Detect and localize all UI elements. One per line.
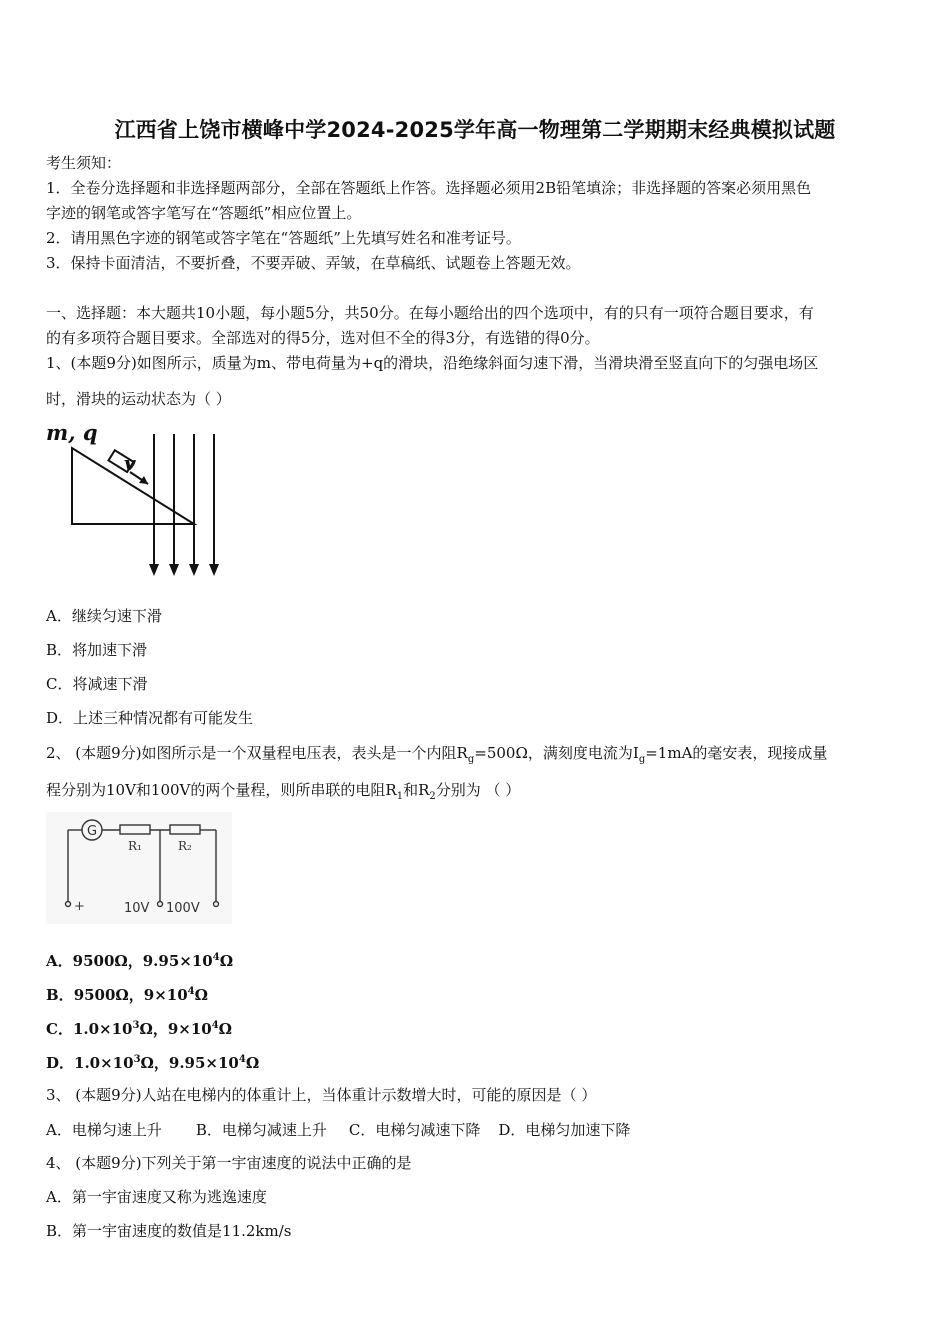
field-arrowheads [149, 564, 219, 576]
option-b: B．电梯匀减速上升 [195, 1121, 327, 1139]
notice-item: 字迹的钢笔或答字笔写在“答题纸”相应位置上。 [46, 204, 362, 222]
option-c: C．$1.0\times 10^3\Omega$，$9\times 10^4\Omega$ [46, 1020, 233, 1038]
question-1-text: 时，滑块的运动状态为（ ） [46, 390, 231, 408]
option-d: D．$1.0\times 10^3\Omega$，$9.95\times 10^4\Omega$ [46, 1054, 260, 1072]
option-a: A．继续匀速下滑 [46, 607, 162, 625]
10v-label: 10V [124, 901, 150, 916]
section-intro: 的有多项符合题目要求。全部选对的得5分，选对但不全的得3分，有选错的得0分。 [46, 329, 600, 347]
option-c: C．将减速下滑 [46, 675, 148, 693]
notice-item: 1．全卷分选择题和非选择题两部分，全部在答题纸上作答。选择题必须用2B铅笔填涂；非选择题的答案必须用黑色 [46, 179, 812, 197]
option-b: B．将加速下滑 [46, 641, 148, 659]
question-4-text: 4、 (本题9分)下列关于第一宇宙速度的说法中正确的是 [46, 1154, 412, 1172]
question-3-options [46, 1119, 630, 1140]
question-2-text: 程分别为10V和100V的两个量程，则所串联的电阻$R_1$和$R_2$分别为 （ ） [46, 781, 521, 802]
option-d: D．电梯匀加速下降 [498, 1121, 631, 1139]
option-b: B．第一宇宙速度的数值是11.2km/s [46, 1222, 292, 1240]
r1-label: R₁ [128, 839, 142, 853]
option-a: A．9500Ω，$9.95\times 10^4\Omega$ [46, 952, 234, 970]
r2-label: R₂ [178, 839, 192, 853]
question-3-text: 3、 (本题9分)人站在电梯内的体重计上，当体重计示数增大时，可能的原因是（ ） [46, 1086, 597, 1104]
section-intro: 一、选择题：本大题共10小题，每小题5分，共50分。在每小题给出的四个选项中，有的只有一项符合题目要求，有 [46, 304, 814, 322]
mass-charge-label: m, q [46, 420, 98, 445]
electric-field-lines [154, 434, 214, 568]
option-a: A．第一宇宙速度又称为逃逸速度 [46, 1188, 267, 1206]
100v-label: 100V [166, 901, 200, 916]
notice-heading: 考生须知： [46, 154, 122, 172]
velocity-label: v [124, 451, 136, 475]
question-1-text: 1、(本题9分)如图所示，质量为m、带电荷量为+q的滑块，沿绝缘斜面匀速下滑，当滑块滑至竖直向下的匀强电场区 [46, 354, 819, 372]
notice-item: 2．请用黑色字迹的钢笔或答字笔在“答题纸”上先填写姓名和准考证号。 [46, 229, 521, 247]
plus-label: + [74, 899, 85, 914]
option-c: C．电梯匀减速下降 [348, 1121, 481, 1139]
incline-field-figure [44, 418, 234, 580]
question-2-text: 2、 (本题9分)如图所示是一个双量程电压表，表头是一个内阻$R_g=500\Omega$，满刻度电流为$I_g=1mA$的毫安表，现接成量 [46, 744, 828, 765]
notice-item: 3．保持卡面清洁，不要折叠，不要弄破、弄皱，在草稿纸、试题卷上答题无效。 [46, 254, 581, 272]
option-b: B．9500Ω，$9\times 10^4\Omega$ [46, 986, 208, 1004]
option-d: D．上述三种情况都有可能发生 [46, 709, 254, 727]
galvanometer-label: G [87, 824, 98, 839]
voltmeter-circuit-figure [46, 812, 232, 924]
option-a: A．电梯匀速上升 [46, 1121, 162, 1139]
page-title: 江西省上饶市横峰中学2024-2025学年高一物理第二学期期末经典模拟试题 [114, 118, 836, 142]
